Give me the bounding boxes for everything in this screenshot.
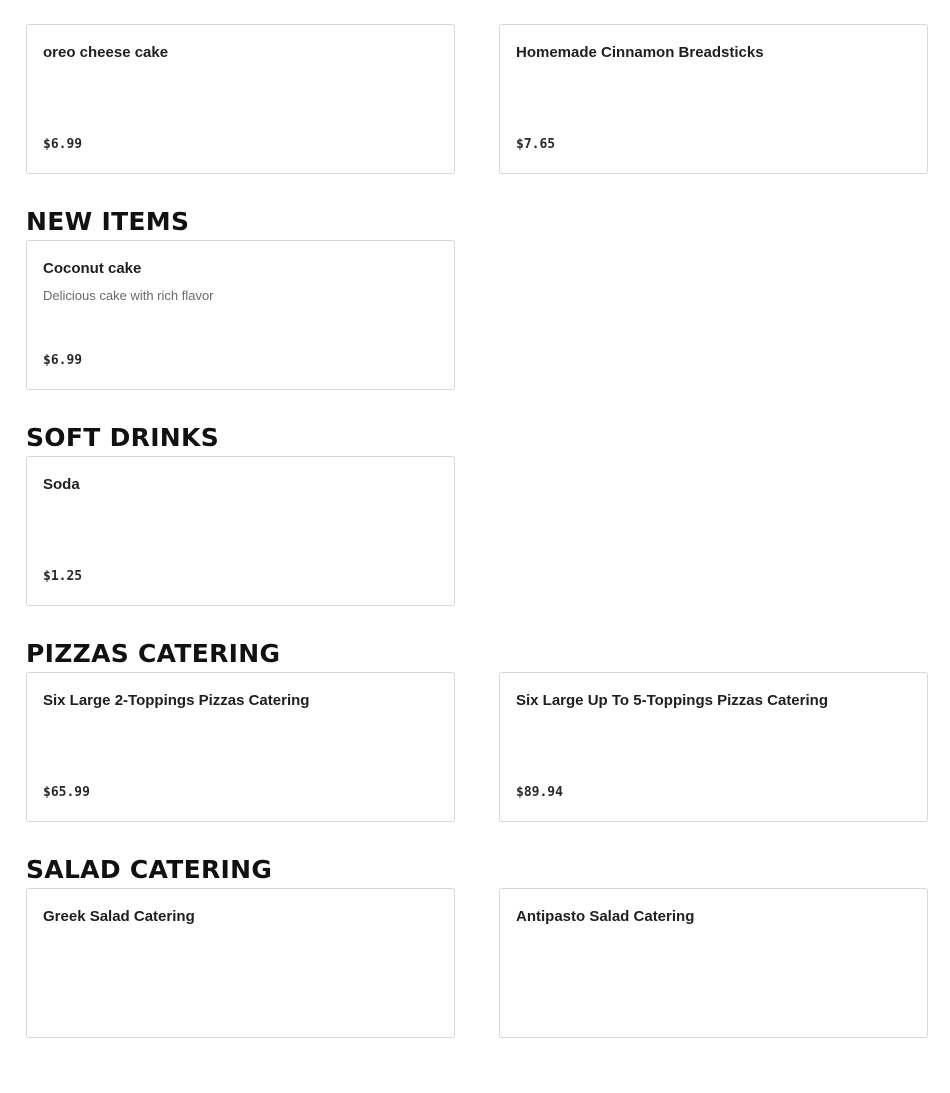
item-name: Homemade Cinnamon Breadsticks xyxy=(516,44,764,61)
item-name: Greek Salad Catering xyxy=(43,908,195,925)
item-name: Six Large 2-Toppings Pizzas Catering xyxy=(43,692,310,709)
menu-item-card[interactable] xyxy=(499,888,928,1038)
menu-section-desserts xyxy=(26,24,928,174)
item-description: Delicious cake with rich flavor xyxy=(43,288,214,303)
section-title-soft-drinks: SOFT DRINKS xyxy=(26,423,219,452)
menu-list xyxy=(26,24,928,1066)
item-price: $6.99 xyxy=(43,137,83,152)
section-title-salad-catering: SALAD CATERING xyxy=(26,855,273,884)
item-price: $1.25 xyxy=(43,569,83,584)
section-title-new-items: NEW ITEMS xyxy=(26,207,190,236)
item-name: Six Large Up To 5-Toppings Pizzas Catering xyxy=(516,692,828,709)
item-price: $7.65 xyxy=(516,137,556,152)
menu-section-new-items xyxy=(26,240,928,390)
item-price: $89.94 xyxy=(516,785,563,800)
item-name: Coconut cake xyxy=(43,260,142,277)
menu-section-salad-catering xyxy=(26,888,928,1038)
item-name: Soda xyxy=(43,476,80,493)
section-title-pizzas-catering: PIZZAS CATERING xyxy=(26,639,281,668)
menu-item-card[interactable] xyxy=(499,672,928,822)
menu-item-card[interactable] xyxy=(26,672,455,822)
menu-item-card[interactable] xyxy=(26,888,455,1038)
menu-item-card[interactable] xyxy=(26,456,455,606)
menu-section-pizzas-catering xyxy=(26,672,928,822)
item-price: $65.99 xyxy=(43,785,90,800)
menu-section-soft-drinks xyxy=(26,456,928,606)
menu-item-card[interactable] xyxy=(26,24,455,174)
item-name: Antipasto Salad Catering xyxy=(516,908,695,925)
menu-item-card[interactable] xyxy=(499,24,928,174)
menu-item-card[interactable] xyxy=(26,240,455,390)
item-name: oreo cheese cake xyxy=(43,44,169,61)
item-price: $6.99 xyxy=(43,353,83,368)
